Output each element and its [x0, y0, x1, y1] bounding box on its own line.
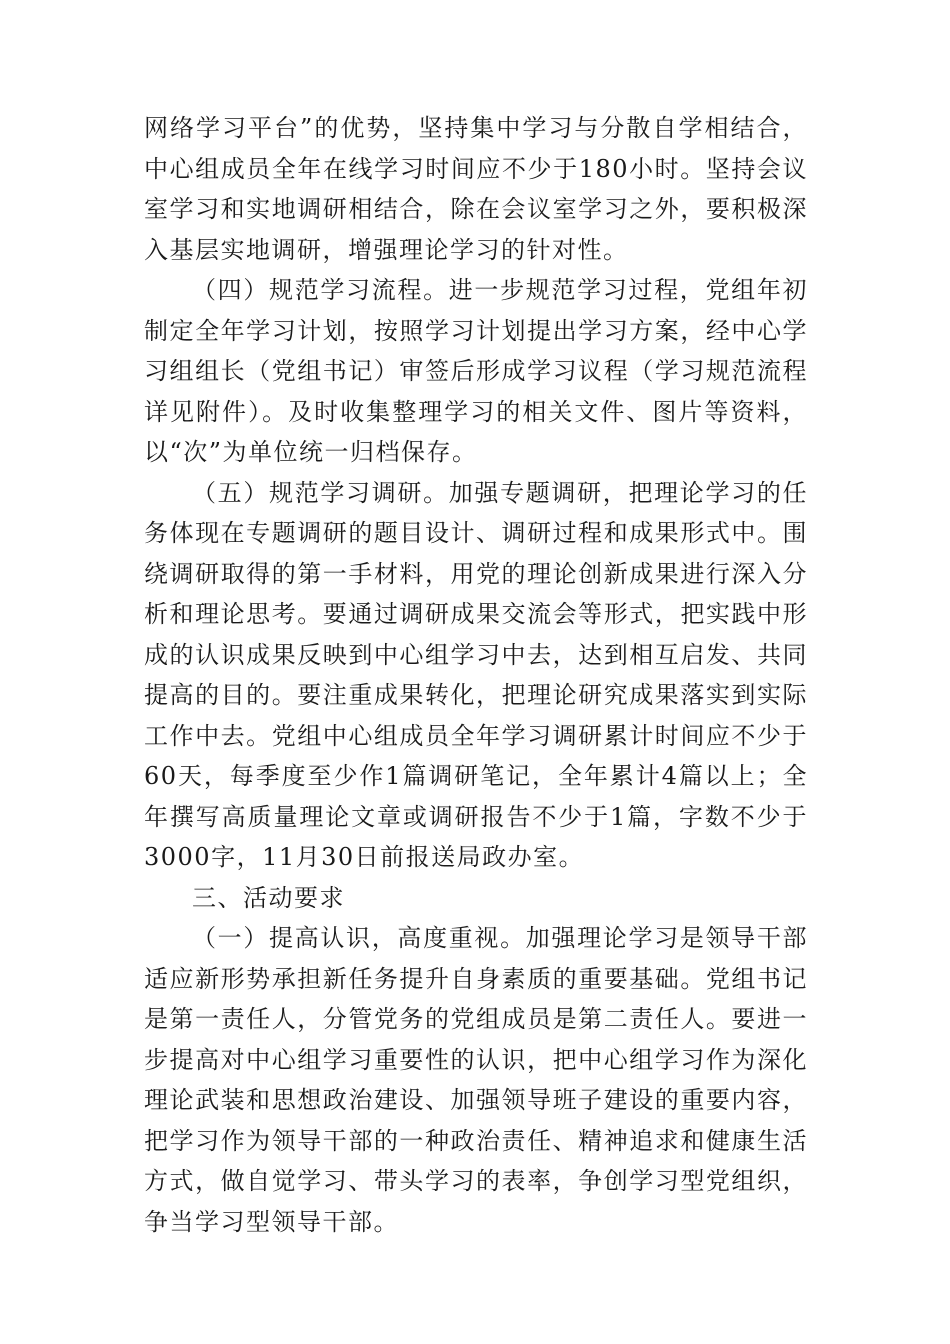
paragraph-online-learning: 网络学习平台”的优势，坚持集中学习与分散自学相结合，中心组成员全年在线学习时间应不少于180小时。坚持会议室学习和实地调研相结合，除在会议室学习之外，要积极深入基层实地调研，增强理论学习的针对性。 — [144, 114, 808, 264]
paragraph-standardize-research: （五）规范学习调研。加强专题调研，把理论学习的任务体现在专题调研的题目设计、调研过程和成果形式中。围绕调研取得的第一手材料，用党的理论创新成果进行深入分析和理论思考。要通过调研成果交流会等形式，把实践中形成的认识成果反映到中心组学习中去，达到相互启发、共同提高的目的。要注重成果转化，把理论研究成果落实到实际工作中去。党组中心组成员全年学习调研累计时间应不少于60天，每季度至少作1篇调研笔记，全年累计4篇以上；全年撰写高质量理论文章或调研报告不少于1篇，字数不少于3000字，11月30日前报送局政办室。 — [144, 478, 808, 871]
section-heading-activity-requirements: 三、活动要求 — [192, 883, 345, 912]
paragraph-standardize-process: （四）规范学习流程。进一步规范学习过程，党组年初制定全年学习计划，按照学习计划提出学习方案，经中心学习组组长（党组书记）审签后形成学习议程（学习规范流程详见附件）。及时收集整理学习的相关文件、图片等资料，以“次”为单位统一归档保存。 — [144, 276, 808, 466]
document-body — [144, 108, 808, 1242]
paragraph-raise-awareness: （一）提高认识，高度重视。加强理论学习是领导干部适应新形势承担新任务提升自身素质的重要基础。党组书记是第一责任人，分管党务的党组成员是第二责任人。要进一步提高对中心组学习重要性的认识，把中心组学习作为深化理论武装和思想政治建设、加强领导班子建设的重要内容，把学习作为领导干部的一种政治责任、精神追求和健康生活方式，做自觉学习、带头学习的表率，争创学习型党组织，争当学习型领导干部。 — [144, 924, 808, 1236]
